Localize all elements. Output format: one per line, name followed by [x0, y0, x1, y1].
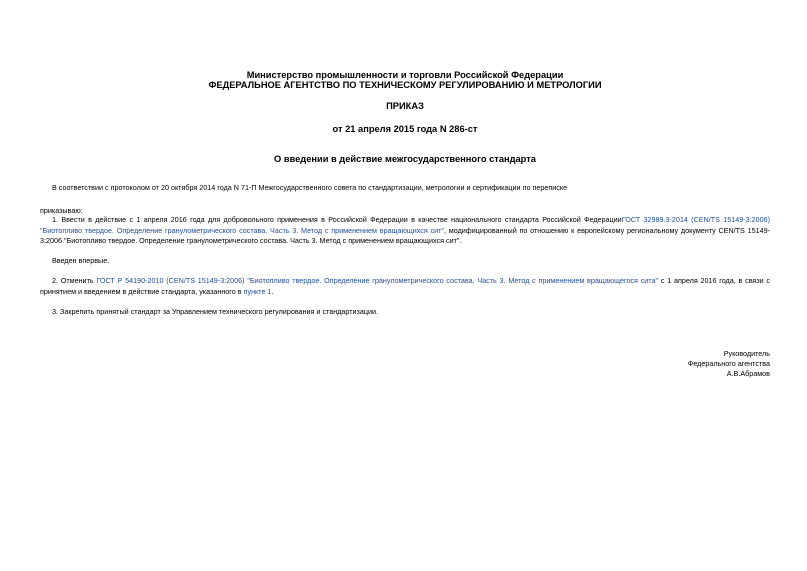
signature-position-1: Руководитель — [723, 349, 770, 358]
ministry-heading: Министерство промышленности и торговли Российской Федерации — [246, 70, 564, 80]
gost-32989-link[interactable]: ГОСТ 32989.3-2014 (CEN/TS 15149-3:2006) "Биотопливо твердое. Определение гранулометрического состава. Часть 3. Метод с применением вращающихся сит" — [40, 215, 770, 235]
order-type-heading: ПРИКАЗ — [386, 101, 424, 111]
item-2-text-middle: с 1 апреля 2016 года, в связи с принятием и введением в действие стандарта, указанного в — [40, 276, 770, 296]
preamble-paragraph: В соответствии с протоколом от 20 октября 2014 года N 71-П Межгосударственного совета по стандартизации, метрологии и сертификации по переписке — [52, 183, 568, 192]
item-2-paragraph — [40, 276, 770, 297]
item-1-paragraph — [40, 215, 770, 247]
item-1-reference-link[interactable]: пункте 1 — [243, 286, 272, 296]
item-3-paragraph: 3. Закрепить принятый стандарт за Управлением технического регулирования и стандартизации. — [52, 307, 378, 316]
item-1-text-start: 1. Ввести в действие с 1 апреля 2016 года для добровольного применения в Российской Федерации в качестве национального стандарта Российской Федерации — [52, 215, 622, 224]
order-date-number: от 21 апреля 2015 года N 286-ст — [332, 124, 478, 134]
introduced-note: Введен впервые. — [52, 256, 110, 265]
signature-position-2: Федерального агентства — [687, 359, 770, 368]
item-1-text-end: , модифицированный по отношению к европейскому региональному документу CEN/TS 15149-3:2006 "Биотопливо твердое. Определение гранулометрического состава. Часть 3. Метод с применением вращающихся сит". — [40, 225, 770, 245]
document-page — [40, 0, 770, 571]
item-2-text-end: . — [271, 286, 274, 296]
item-2-text-start: 2. Отменить — [52, 276, 97, 285]
orders-word: приказываю: — [40, 206, 83, 215]
agency-heading: ФЕДЕРАЛЬНОЕ АГЕНТСТВО ПО ТЕХНИЧЕСКОМУ РЕГУЛИРОВАНИЮ И МЕТРОЛОГИИ — [208, 80, 602, 90]
order-subject: О введении в действие межгосударственного стандарта — [274, 154, 536, 164]
gost-r-54190-link[interactable]: ГОСТ Р 54190-2010 (CEN/TS 15149-3:2006) "Биотопливо твердое. Определение гранулометрического состава. Часть 3. Метод с применением вращающегося сита" — [96, 276, 659, 285]
signature-name: А.В.Абрамов — [726, 369, 770, 378]
